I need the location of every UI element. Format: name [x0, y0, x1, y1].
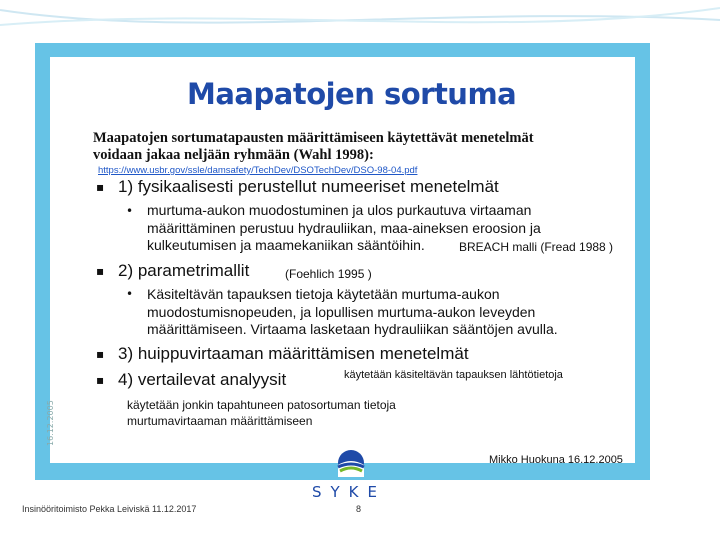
item-2-annotation: (Foehlich 1995 ): [285, 267, 372, 281]
item-1-sub-line-1: murtuma-aukon muodostuminen ja ulos purkautuva virtaaman: [147, 202, 532, 218]
item-4-note-line-2: murtumavirtaaman määrittämiseen: [127, 414, 313, 428]
item-1-sub-line-2: määrittäminen perustuu hydrauliikan, maa-aineksen eroosion ja: [147, 219, 541, 236]
slide-title: Maapatojen sortuma: [187, 77, 517, 111]
syke-logo-text: SYKE: [312, 483, 386, 501]
author-date: Mikko Huokuna 16.12.2005: [489, 454, 623, 466]
vertical-date: 16.12.2005: [46, 400, 55, 446]
item-2-sub-line-3: määrittämiseen. Virtaama lasketaan hydrauliikan sääntöjen avulla.: [147, 321, 558, 337]
bullet-dot-icon: •: [126, 204, 134, 218]
source-link[interactable]: https://www.usbr.gov/ssle/damsafety/TechDev/DSOTechDev/DSO-98-04.pdf: [98, 165, 418, 176]
bullet-square-icon: ▪: [96, 264, 105, 278]
item-1-annotation: BREACH malli (Fread 1988 ): [459, 240, 614, 254]
bullet-dot-icon: •: [126, 287, 134, 301]
bullet-square-icon: ▪: [96, 373, 105, 387]
item-4-label: 4) vertailevat analyysit: [118, 370, 287, 389]
bullet-square-icon: ▪: [96, 347, 105, 361]
item-3-note: käytetään käsiteltävän tapauksen lähtötietoja: [344, 369, 563, 381]
item-1-sub-line-3: kulkeutumisen ja maamekaniikan sääntöihin.: [147, 237, 425, 253]
intro-text: Maapatojen sortumatapausten määrittämiseen käytettävät menetelmät voidaan jakaa neljään ryhmään (Wahl 1998):: [93, 130, 534, 163]
item-2-label: 2) parametrimallit: [118, 261, 250, 280]
footer-company: Insinööritoimisto Pekka Leiviskä 11.12.2017: [22, 504, 197, 514]
item-3-label: 3) huippuvirtaaman määrittämisen menetelmät: [118, 344, 469, 363]
item-2-sub-line-2: muodostumisnopeuden, ja lopullisen murtuma-aukon leveyden: [147, 303, 536, 320]
bullet-square-icon: ▪: [96, 180, 105, 194]
page-number: 8: [356, 504, 362, 514]
item-2-sub-line-1: Käsiteltävän tapauksen tietoja käytetään murtuma-aukon: [147, 286, 500, 302]
item-1-label: 1) fysikaalisesti perustellut numeeriset menetelmät: [118, 177, 499, 196]
item-4-note-line-1: käytetään jonkin tapahtuneen patosortuman tietoja: [127, 398, 396, 412]
item-3-annotation: = Ennusteyhtälöt: [510, 346, 615, 362]
